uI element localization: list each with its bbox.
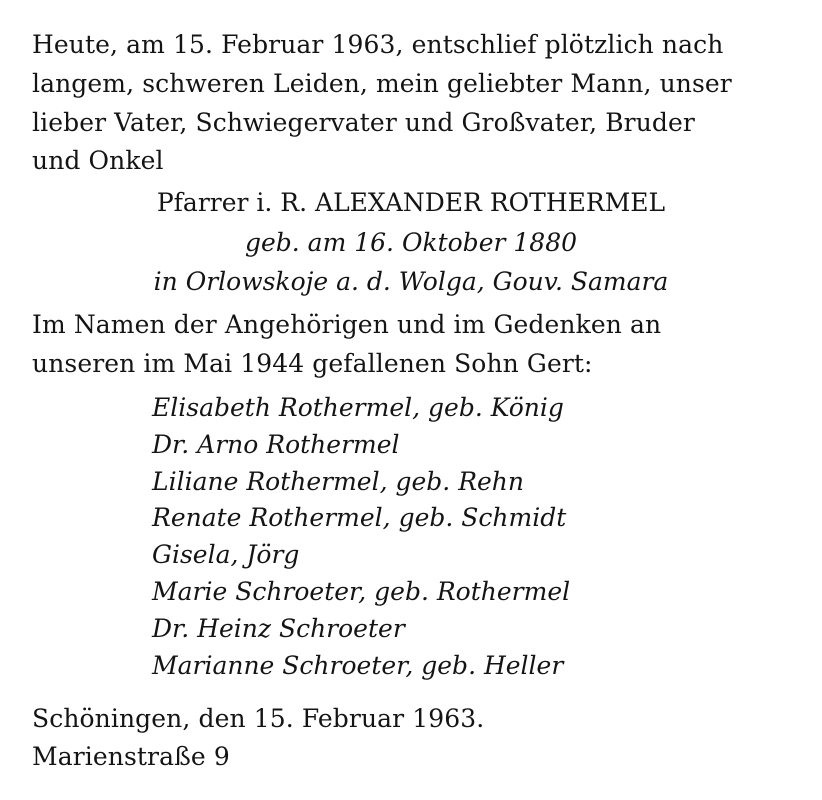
mourners-list [152,390,570,684]
mourner-name: Elisabeth Rothermel, geb. König [152,393,564,422]
intro-line-1: Heute, am 15. Februar 1963, entschlief plötzlich nach [32,30,724,59]
mourner-name: Dr. Arno Rothermel [152,429,400,459]
memorial-line-1: Im Namen der Angehörigen und im Gedenken an [32,310,662,339]
mourner-name: Renate Rothermel, geb. Schmidt [152,503,567,533]
memorial-line-2: unseren im Mai 1944 gefallenen Sohn Gert: [32,349,593,378]
mourner-name: Liliane Rothermel, geb. Rehn [152,466,525,496]
deceased-birthplace: in Orlowskoje a. d. Wolga, Gouv. Samara [153,267,669,296]
place-date: Schöningen, den 15. Februar 1963. [32,704,485,733]
mourner-name: Marie Schroeter, geb. Rothermel [152,576,571,606]
intro-line-2: langem, schweren Leiden, mein geliebter Mann, unser [32,69,732,98]
mourner-name: Dr. Heinz Schroeter [152,613,405,643]
address: Marienstraße 9 [32,742,230,771]
intro-line-3: lieber Vater, Schwiegervater und Großvater, Bruder [32,108,695,137]
deceased-birth: geb. am 16. Oktober 1880 [244,228,578,257]
intro-line-4: und Onkel [32,146,164,175]
deceased-name: Pfarrer i. R. ALEXANDER ROTHERMEL [156,188,666,217]
mourner-name: Marianne Schroeter, geb. Heller [152,650,564,680]
mourner-name: Gisela, Jörg [152,540,300,570]
